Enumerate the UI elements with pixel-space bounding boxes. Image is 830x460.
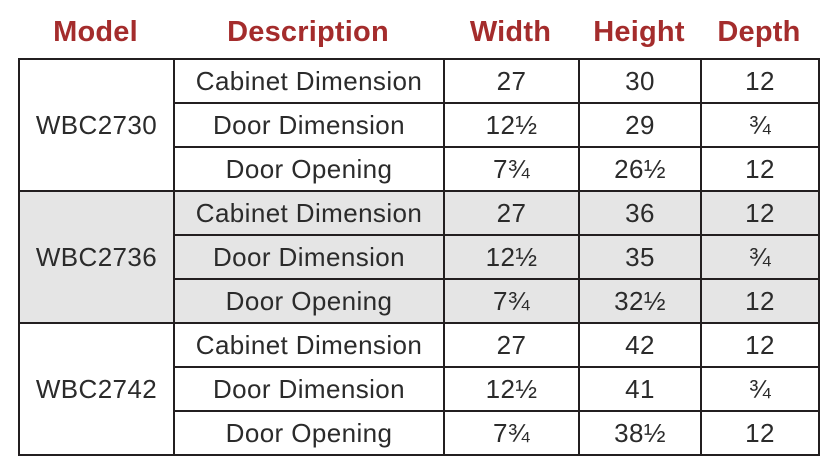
depth-cell: 12	[701, 59, 819, 103]
depth-cell: 12	[701, 323, 819, 367]
width-cell: 27	[444, 191, 579, 235]
header-model: Model	[53, 15, 138, 48]
depth-cell: ¾	[701, 235, 819, 279]
description-cell: Cabinet Dimension	[174, 191, 444, 235]
width-cell: 12½	[444, 103, 579, 147]
depth-cell: ¾	[701, 367, 819, 411]
model-cell: WBC2736	[19, 191, 174, 323]
header-depth: Depth	[717, 15, 801, 48]
depth-cell: 12	[701, 279, 819, 323]
description-cell: Door Opening	[174, 279, 444, 323]
model-cell: WBC2730	[19, 59, 174, 191]
width-cell: 12½	[444, 235, 579, 279]
height-cell: 30	[579, 59, 701, 103]
height-cell: 29	[579, 103, 701, 147]
table-row	[19, 59, 819, 103]
header-description: Description	[227, 15, 389, 48]
description-cell: Door Opening	[174, 147, 444, 191]
width-cell: 27	[444, 59, 579, 103]
height-cell: 35	[579, 235, 701, 279]
dimensions-table	[18, 58, 820, 456]
description-cell: Door Dimension	[174, 235, 444, 279]
table-row	[19, 323, 819, 367]
description-cell: Door Opening	[174, 411, 444, 455]
depth-cell: 12	[701, 147, 819, 191]
description-cell: Door Dimension	[174, 103, 444, 147]
table-header-row	[18, 10, 818, 54]
height-cell: 36	[579, 191, 701, 235]
height-cell: 32½	[579, 279, 701, 323]
width-cell: 7¾	[444, 147, 579, 191]
height-cell: 26½	[579, 147, 701, 191]
header-width: Width	[469, 15, 552, 48]
description-cell: Door Dimension	[174, 367, 444, 411]
model-cell: WBC2742	[19, 323, 174, 455]
description-cell: Cabinet Dimension	[174, 59, 444, 103]
description-cell: Cabinet Dimension	[174, 323, 444, 367]
width-cell: 12½	[444, 367, 579, 411]
height-cell: 38½	[579, 411, 701, 455]
depth-cell: 12	[701, 411, 819, 455]
table-row	[19, 191, 819, 235]
header-height: Height	[593, 15, 685, 48]
width-cell: 27	[444, 323, 579, 367]
height-cell: 41	[579, 367, 701, 411]
depth-cell: ¾	[701, 103, 819, 147]
height-cell: 42	[579, 323, 701, 367]
width-cell: 7¾	[444, 279, 579, 323]
depth-cell: 12	[701, 191, 819, 235]
width-cell: 7¾	[444, 411, 579, 455]
